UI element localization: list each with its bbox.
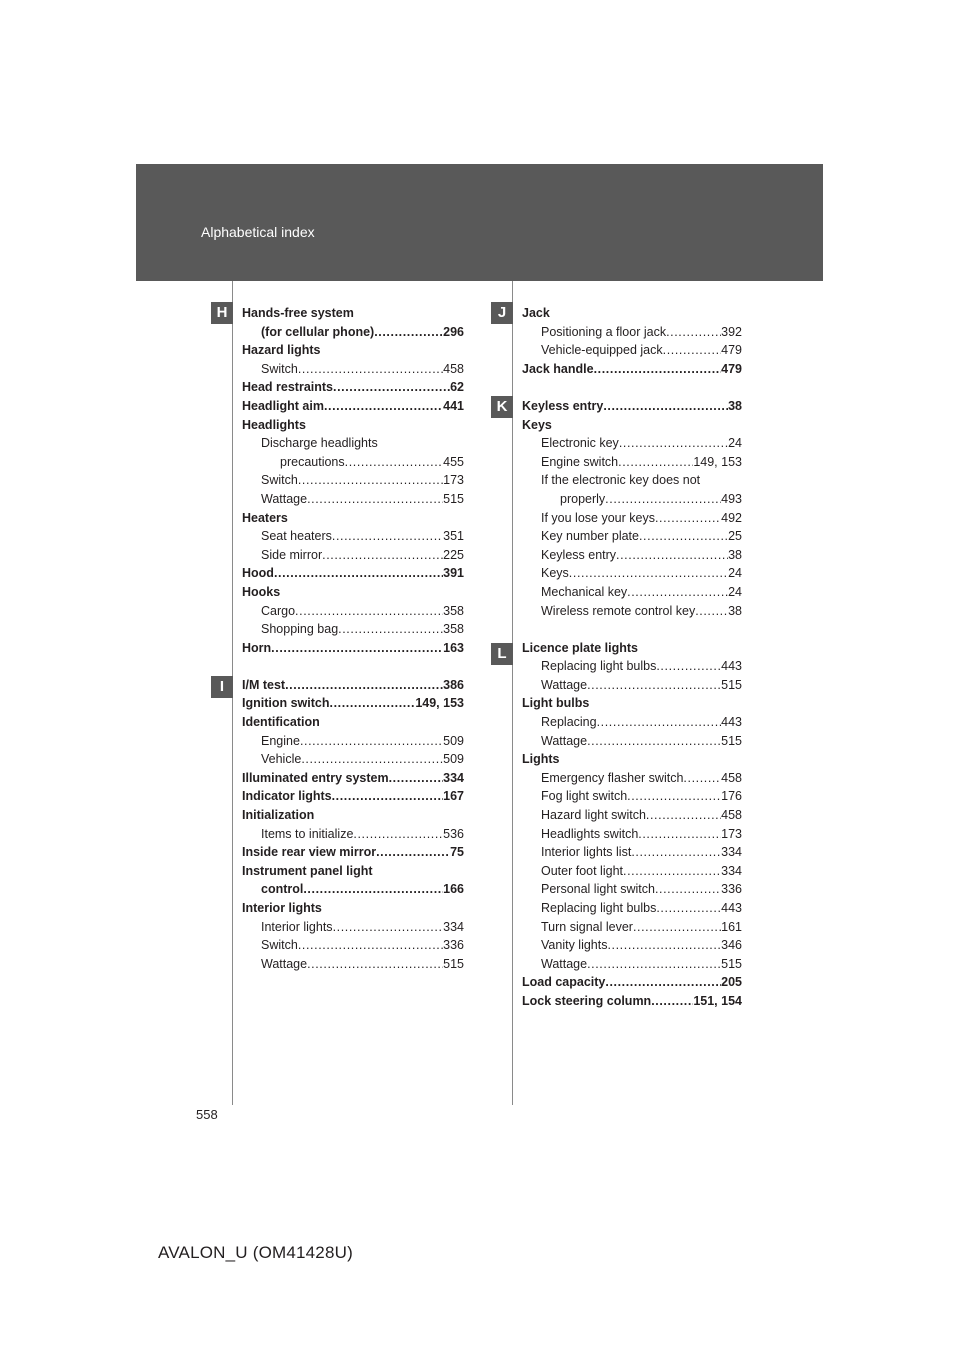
index-entry: Emergency flasher switch ..... 458 (522, 769, 742, 788)
index-column-right (522, 304, 742, 1011)
index-entry: Head restraints ..... 62 (242, 378, 464, 397)
index-entry: Engine ..... 509 (242, 732, 464, 751)
section-letter-i: I (211, 676, 233, 698)
index-entry: Wattage ..... 515 (522, 732, 742, 751)
index-subheading: Discharge headlights (261, 436, 378, 451)
index-entry: Replacing light bulbs ..... 443 (522, 899, 742, 918)
index-entry: Illuminated entry system ..... 334 (242, 769, 464, 788)
index-entry: Key number plate ..... 25 (522, 527, 742, 546)
index-entry: Keyless entry ..... 38 (522, 546, 742, 565)
section-letter-k: K (491, 396, 513, 418)
index-entry: Fog light switch ..... 176 (522, 787, 742, 806)
index-entry: Interior lights list ..... 334 (522, 843, 742, 862)
index-entry: Vehicle ..... 509 (242, 750, 464, 769)
index-entry: Load capacity ..... 205 (522, 973, 742, 992)
index-entry: Lock steering column ..... 151, 154 (522, 992, 742, 1011)
header-title: Alphabetical index (201, 224, 315, 240)
index-entry: Positioning a floor jack ..... 392 (522, 323, 742, 342)
index-heading: Licence plate lights (522, 640, 639, 655)
index-entry: Wattage ..... 515 (522, 955, 742, 974)
index-entry: Wattage ..... 515 (242, 490, 464, 509)
index-entry: Keyless entry ..... 38 (522, 397, 742, 416)
index-entry: Wattage ..... 515 (522, 676, 742, 695)
index-entry: Vanity lights ..... 346 (522, 936, 742, 955)
index-entry: control ..... 166 (242, 880, 464, 899)
index-entry: Keys ..... 24 (522, 564, 742, 583)
index-entry: Mechanical key ..... 24 (522, 583, 742, 602)
index-entry: Horn ..... 163 (242, 639, 464, 658)
index-entry: Vehicle-equipped jack ..... 479 (522, 341, 742, 360)
index-entry: Outer foot light ..... 334 (522, 862, 742, 881)
index-entry: Electronic key ..... 24 (522, 434, 742, 453)
index-entry: Switch ..... 336 (242, 936, 464, 955)
index-entry: Cargo ..... 358 (242, 602, 464, 621)
index-entry: Interior lights ..... 334 (242, 918, 464, 937)
index-entry: Seat heaters ..... 351 (242, 527, 464, 546)
section-letter-j: J (491, 302, 513, 324)
index-entry: Engine switch ..... 149, 153 (522, 453, 742, 472)
index-entry: Ignition switch ..... 149, 153 (242, 694, 464, 713)
index-entry: Items to initialize ..... 536 (242, 825, 464, 844)
index-entry: Side mirror ..... 225 (242, 546, 464, 565)
index-entry: Headlights switch ..... 173 (522, 825, 742, 844)
index-entry: Headlight aim ..... 441 (242, 397, 464, 416)
index-heading: Instrument panel light (242, 863, 373, 878)
index-entry: I/M test ..... 386 (242, 676, 464, 695)
index-entry: Switch ..... 458 (242, 360, 464, 379)
index-heading: Lights (522, 752, 560, 767)
index-heading: Initialization (242, 808, 315, 823)
index-entry: If you lose your keys ..... 492 (522, 509, 742, 528)
index-heading: Hooks (242, 584, 281, 599)
document-code: AVALON_U (OM41428U) (158, 1243, 353, 1262)
index-entry: Turn signal lever ..... 161 (522, 918, 742, 937)
index-entry: Personal light switch ..... 336 (522, 880, 742, 899)
index-entry: Switch ..... 173 (242, 471, 464, 490)
index-entry: Hazard light switch ..... 458 (522, 806, 742, 825)
index-heading: Keys (522, 417, 552, 432)
index-entry: Shopping bag ..... 358 (242, 620, 464, 639)
index-heading: Identification (242, 715, 320, 730)
index-entry: Replacing light bulbs ..... 443 (522, 657, 742, 676)
index-entry: precautions ..... 455 (242, 453, 464, 472)
index-entry: Hood ..... 391 (242, 564, 464, 583)
index-heading: Jack (522, 306, 550, 320)
index-entry: (for cellular phone) ..... 296 (242, 323, 464, 342)
index-entry: Jack handle ..... 479 (522, 360, 742, 379)
index-entry: properly ..... 493 (522, 490, 742, 509)
section-letter-l: L (491, 643, 513, 665)
index-entry: Wattage ..... 515 (242, 955, 464, 974)
section-letter-h: H (211, 302, 233, 324)
index-entry: Inside rear view mirror ..... 75 (242, 843, 464, 862)
index-heading: Hazard lights (242, 343, 321, 358)
page-number: 558 (196, 1107, 218, 1122)
index-column-left (242, 304, 464, 973)
page-header-bar (136, 164, 823, 281)
index-heading: Interior lights (242, 901, 322, 915)
index-entry: Indicator lights ..... 167 (242, 787, 464, 806)
index-heading: Light bulbs (522, 696, 590, 711)
index-heading: Heaters (242, 510, 288, 525)
index-heading: Headlights (242, 417, 306, 432)
index-heading: Hands-free system (242, 306, 354, 320)
index-entry: Wireless remote control key ..... 38 (522, 602, 742, 621)
index-subheading: If the electronic key does not (541, 473, 701, 488)
index-entry: Replacing ..... 443 (522, 713, 742, 732)
